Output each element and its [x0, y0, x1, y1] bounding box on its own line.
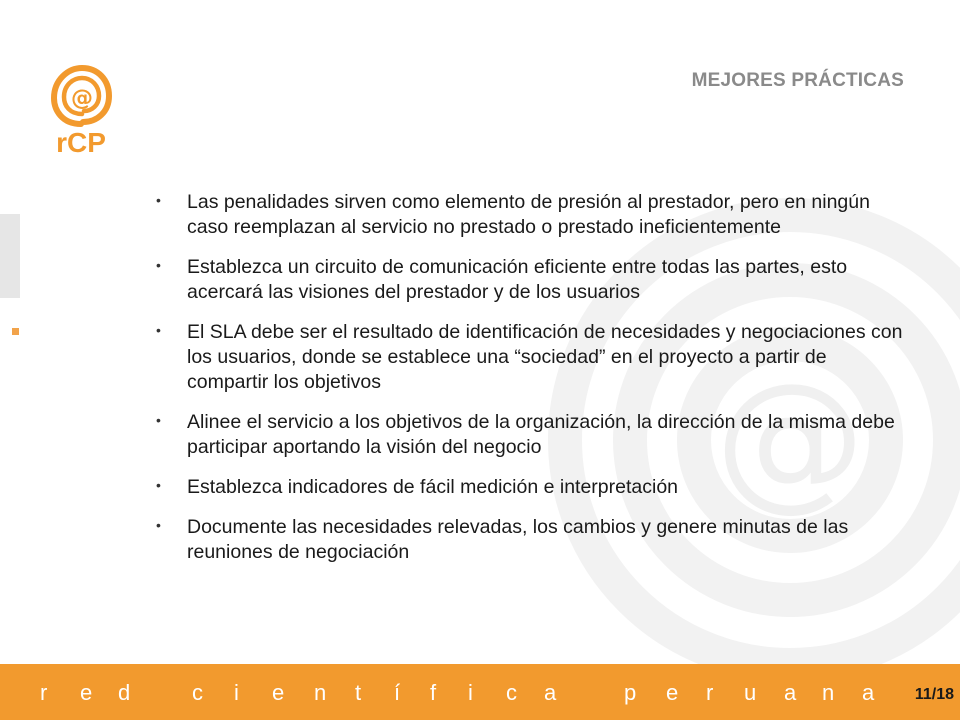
- list-item: [156, 475, 908, 500]
- tagline-letter: a: [544, 680, 557, 705]
- svg-text:@: @: [715, 352, 865, 526]
- tagline-letter: n: [314, 680, 327, 705]
- tagline-letter: r: [40, 680, 48, 705]
- tagline-letter: f: [430, 680, 437, 705]
- bullet-icon: •: [156, 322, 161, 338]
- bullet-icon: •: [156, 412, 161, 428]
- bullet-icon: •: [156, 477, 161, 493]
- bullet-list: [156, 190, 908, 580]
- logo-text: rCP: [56, 127, 106, 156]
- bullet-text: Establezca indicadores de fácil medición e interpretación: [187, 476, 679, 498]
- bullet-text: El SLA debe ser el resultado de identificación de necesidades y negociaciones con los usuarios, donde se establece una “sociedad” en el proyecto a partir de compartir los objetivos: [187, 321, 903, 393]
- footer-bar: [0, 664, 960, 720]
- tagline-letter: c: [506, 680, 517, 705]
- tagline-letter: e: [80, 680, 93, 705]
- left-decor-bar: [0, 214, 20, 298]
- tagline-letter: a: [862, 680, 875, 705]
- tagline-letter: a: [784, 680, 797, 705]
- svg-text:@: @: [71, 86, 93, 111]
- list-item: [156, 410, 908, 460]
- tagline-letter: i: [468, 680, 473, 705]
- bullet-text: Alinee el servicio a los objetivos de la organización, la dirección de la misma debe participar aportando la visión del negocio: [187, 411, 895, 458]
- footer-tagline: [0, 664, 900, 720]
- tagline-letter: t: [355, 680, 362, 705]
- tagline-letter: r: [706, 680, 714, 705]
- tagline-letter: e: [666, 680, 679, 705]
- bullet-icon: •: [156, 257, 161, 273]
- tagline-letter: i: [234, 680, 239, 705]
- bullet-text: Documente las necesidades relevadas, los cambios y genere minutas de las reuniones de negociación: [187, 516, 849, 563]
- tagline-letter: n: [822, 680, 835, 705]
- tagline-letter: u: [744, 680, 757, 705]
- rcp-logo: [48, 60, 114, 156]
- tagline-letter: e: [272, 680, 285, 705]
- bullet-icon: •: [156, 192, 161, 208]
- spiral-logo-icon: [48, 60, 114, 156]
- list-item: [156, 190, 908, 240]
- side-square-marker: [12, 328, 19, 335]
- bullet-icon: •: [156, 517, 161, 533]
- list-item: [156, 320, 908, 395]
- bullet-text: Las penalidades sirven como elemento de presión al prestador, pero en ningún caso reemplazan al servicio no prestado o prestado ineficientemente: [187, 191, 870, 238]
- tagline-letter: c: [192, 680, 203, 705]
- list-item: [156, 255, 908, 305]
- tagline-letter: p: [624, 680, 637, 705]
- page-title: MEJORES PRÁCTICAS: [691, 70, 904, 91]
- list-item: [156, 515, 908, 565]
- bullet-text: Establezca un circuito de comunicación eficiente entre todas las partes, esto acercará las visiones del prestador y de los usuarios: [187, 256, 848, 303]
- page-number: 11/18: [914, 686, 954, 703]
- tagline-letter: í: [394, 680, 401, 705]
- tagline-letter: d: [118, 680, 131, 705]
